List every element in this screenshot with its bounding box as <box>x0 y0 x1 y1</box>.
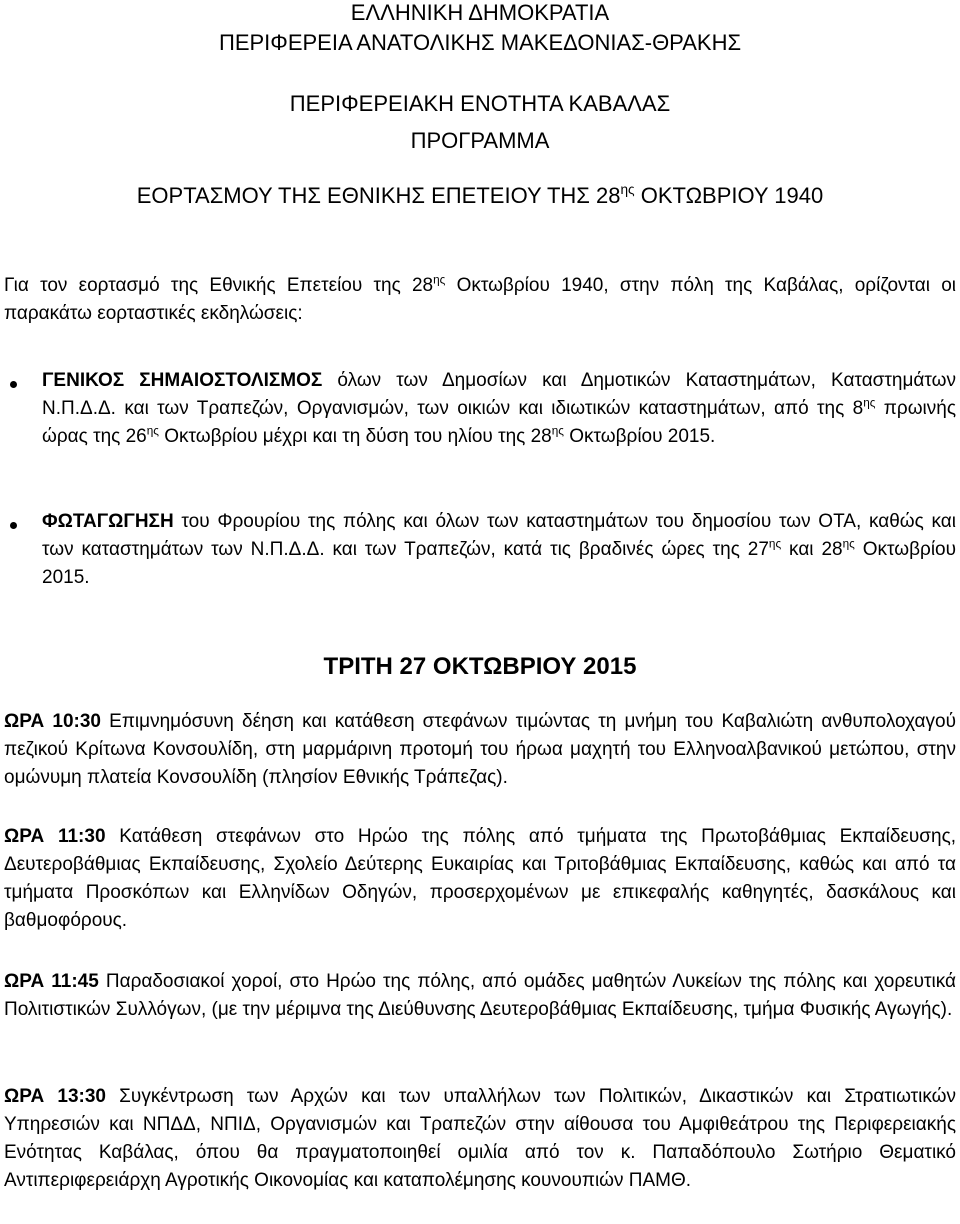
event-description: Συγκέντρωση των Αρχών και των υπαλλήλων των Πολιτικών, Δικαστικών και Στρατιωτικών Υπηρεσιών και ΝΠΔΔ, ΝΠΙΔ, Οργανισμών και Τραπεζών στην αίθουσα του Αμφιθεάτρου της Περιφερειακής Ενότητας Καβάλας, όπου θα πραγματοποιηθεί ομιλία από τον κ. Παπαδόπουλο Σωτήριο Θεματικό Αντιπεριφερειάρχη Αγροτικής Οικονομίας και καταπολέμησης κουνουπιών ΠΑΜΘ. <box>4 1086 956 1191</box>
header-celebration-title <box>0 183 960 209</box>
event-1145 <box>4 968 956 1024</box>
event-description: Κατάθεση στεφάνων στο Ηρώο της πόλης από τμήματα της Πρωτοβάθμιας Εκπαίδευσης, Δευτεροβάθμιας Εκπαίδευσης, Σχολείο Δεύτερης Ευκαιρίας και Τριτοβάθμιας Εκπαίδευσης, καθώς και από τα τμήματα Προσκόπων και Ελληνίδων Οδηγών, προσερχομένων με επικεφαλής καθηγητές, δασκάλους και βαθμοφόρους. <box>4 826 957 931</box>
header-regional-unit: ΠΕΡΙΦΕΡΕΙΑΚΗ ΕΝΟΤΗΤΑ ΚΑΒΑΛΑΣ <box>289 91 671 116</box>
ordinal: ης <box>146 424 159 438</box>
event-description: Επιμνημόσυνη δέηση και κατάθεση στεφάνων τιμώντας τη μνήμη του Καβαλιώτη ανθυπολοχαγού πεζικού Κρίτωνα Κονσουλίδη, στη μαρμάρινη προτομή του ήρωα μαχητή του Ελληνοαλβανικού μετώπου, στην ομώνυμη πλατεία Κονσουλίδη (πλησίον Εθνικής Τράπεζας). <box>4 711 956 788</box>
event-1330 <box>4 1083 956 1195</box>
intro-text: Για τον εορτασμό της Εθνικής Επετείου της 28 <box>4 275 434 296</box>
bullet-general-flags <box>42 367 956 451</box>
ordinal: ης <box>863 396 876 410</box>
header-title-text: ΕΟΡΤΑΣΜΟΥ ΤΗΣ ΕΘΝΙΚΗΣ ΕΠΕΤΕΙΟΥ ΤΗΣ 28 <box>136 183 621 208</box>
event-time: ΩΡΑ 13:30 <box>4 1086 106 1107</box>
event-time: ΩΡΑ 11:30 <box>4 826 106 847</box>
bullet-text: του Φρουρίου της πόλης και όλων των καταστημάτων του δημοσίου των ΟΤΑ, καθώς και των καταστημάτων των Ν.Π.Δ.Δ. και των Τραπεζών, κατά τις βραδινές ώρες της 27 <box>42 511 956 560</box>
bullet-text: Οκτωβρίου μέχρι και τη δύση του ηλίου της 28 <box>158 426 552 447</box>
bullet-title-flags: ΓΕΝΙΚΟΣ ΣΗΜΑΙΟΣΤΟΛΙΣΜΟΣ <box>42 370 323 391</box>
intro-text-rest: Οκτωβρίου 1940, στην πόλη της Καβάλας, ορίζονται οι παρακάτω εορταστικές εκδηλώσεις: <box>4 275 956 324</box>
ordinal: ης <box>842 537 855 551</box>
bullet-title-illumination: ΦΩΤΑΓΩΓΗΣΗ <box>42 511 174 532</box>
intro-ordinal: ης <box>433 273 446 287</box>
bullet-text: όλων των Δημοσίων και Δημοτικών Καταστημάτων, Καταστημάτων Ν.Π.Δ.Δ. και των Τραπεζών, Οργανισμών, των οικιών και ιδιωτικών καταστημάτων, από της 8 <box>42 370 956 419</box>
event-1030 <box>4 708 956 792</box>
ordinal: ης <box>551 424 564 438</box>
intro-paragraph <box>4 272 956 328</box>
bullet-text: πρωινής ώρας της 26 <box>42 398 956 447</box>
bullet-icon <box>10 381 17 388</box>
bullet-text: Οκτωβρίου 2015. <box>42 539 956 588</box>
day-heading: ΤΡΙΤΗ 27 ΟΚΤΩΒΡΙΟΥ 2015 <box>323 653 637 680</box>
bullet-text: Οκτωβρίου 2015. <box>563 426 716 447</box>
event-time: ΩΡΑ 11:45 <box>4 971 99 992</box>
header-title-ordinal: ης <box>620 182 635 198</box>
header-title-date: ΟΚΤΩΒΡΙΟΥ 1940 <box>634 183 824 208</box>
bullet-icon <box>10 522 17 529</box>
event-time: ΩΡΑ 10:30 <box>4 711 101 732</box>
header-region: ΠΕΡΙΦΕΡΕΙΑ ΑΝΑΤΟΛΙΚΗΣ ΜΑΚΕΔΟΝΙΑΣ-ΘΡΑΚΗΣ <box>218 30 742 55</box>
bullet-text: και 28 <box>781 539 843 560</box>
ordinal: ης <box>768 537 782 551</box>
event-1130 <box>4 823 956 935</box>
header-programme: ΠΡΟΓΡΑΜΜΑ <box>410 128 550 153</box>
header-republic: ΕΛΛΗΝΙΚΗ ΔΗΜΟΚΡΑΤΙΑ <box>350 0 610 25</box>
bullet-illumination <box>42 508 956 592</box>
event-description: Παραδοσιακοί χοροί, στο Ηρώο της πόλης, από ομάδες μαθητών Λυκείων της πόλης και χορευτικά Πολιτιστικών Συλλόγων, (με την μέριμνα της Διεύθυνσης Δευτεροβάθμιας Εκπαίδευσης, τμήμα Φυσικής Αγωγής). <box>4 971 956 1020</box>
